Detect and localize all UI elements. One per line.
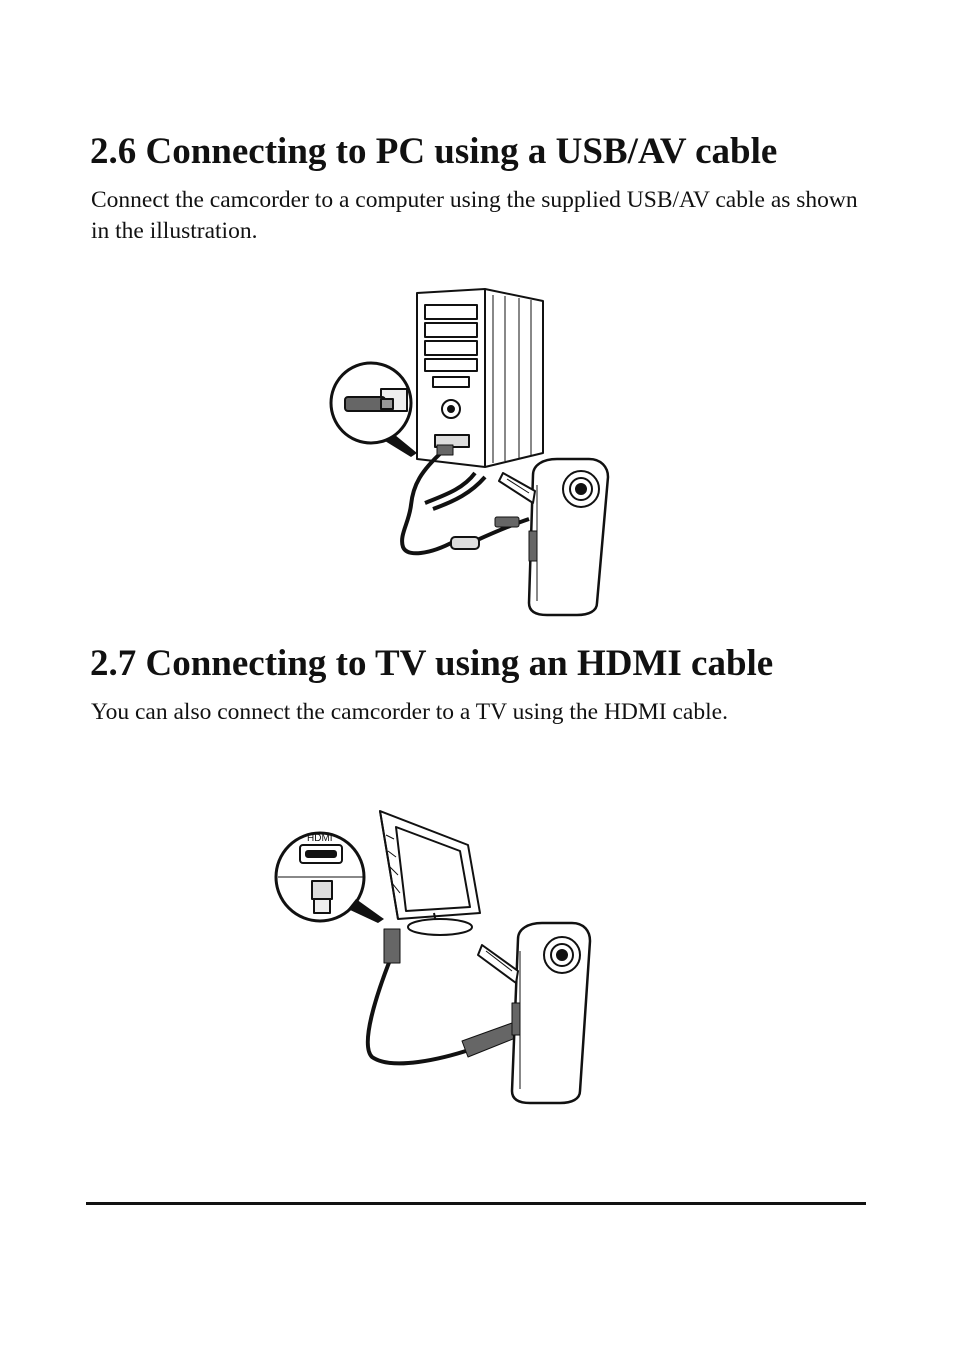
camcorder-drawing-hdmi <box>478 923 590 1103</box>
hdmi-connection-illustration <box>272 805 612 1110</box>
usb-av-connection-illustration <box>325 285 615 617</box>
hdmi-cable-drawing <box>368 955 472 1063</box>
section-text-usb-av: Connect the camcorder to a computer using the supplied USB/AV cable as shown in the illustration. <box>91 187 858 244</box>
section-heading-hdmi: 2.7 Connecting to TV using an HDMI cable <box>90 643 774 684</box>
hdmi-port-callout <box>276 833 384 923</box>
section-text-hdmi: You can also connect the camcorder to a TV using the HDMI cable. <box>91 699 728 725</box>
pc-tower-drawing <box>417 289 543 467</box>
tv-monitor-drawing <box>380 811 480 935</box>
camcorder-drawing <box>499 459 608 615</box>
usb-port-callout <box>331 363 417 457</box>
hdmi-callout-label: HDMI <box>307 833 333 844</box>
section-heading-usb-av: 2.6 Connecting to PC using a USB/AV cable <box>90 131 778 172</box>
footer-divider <box>86 1202 866 1205</box>
